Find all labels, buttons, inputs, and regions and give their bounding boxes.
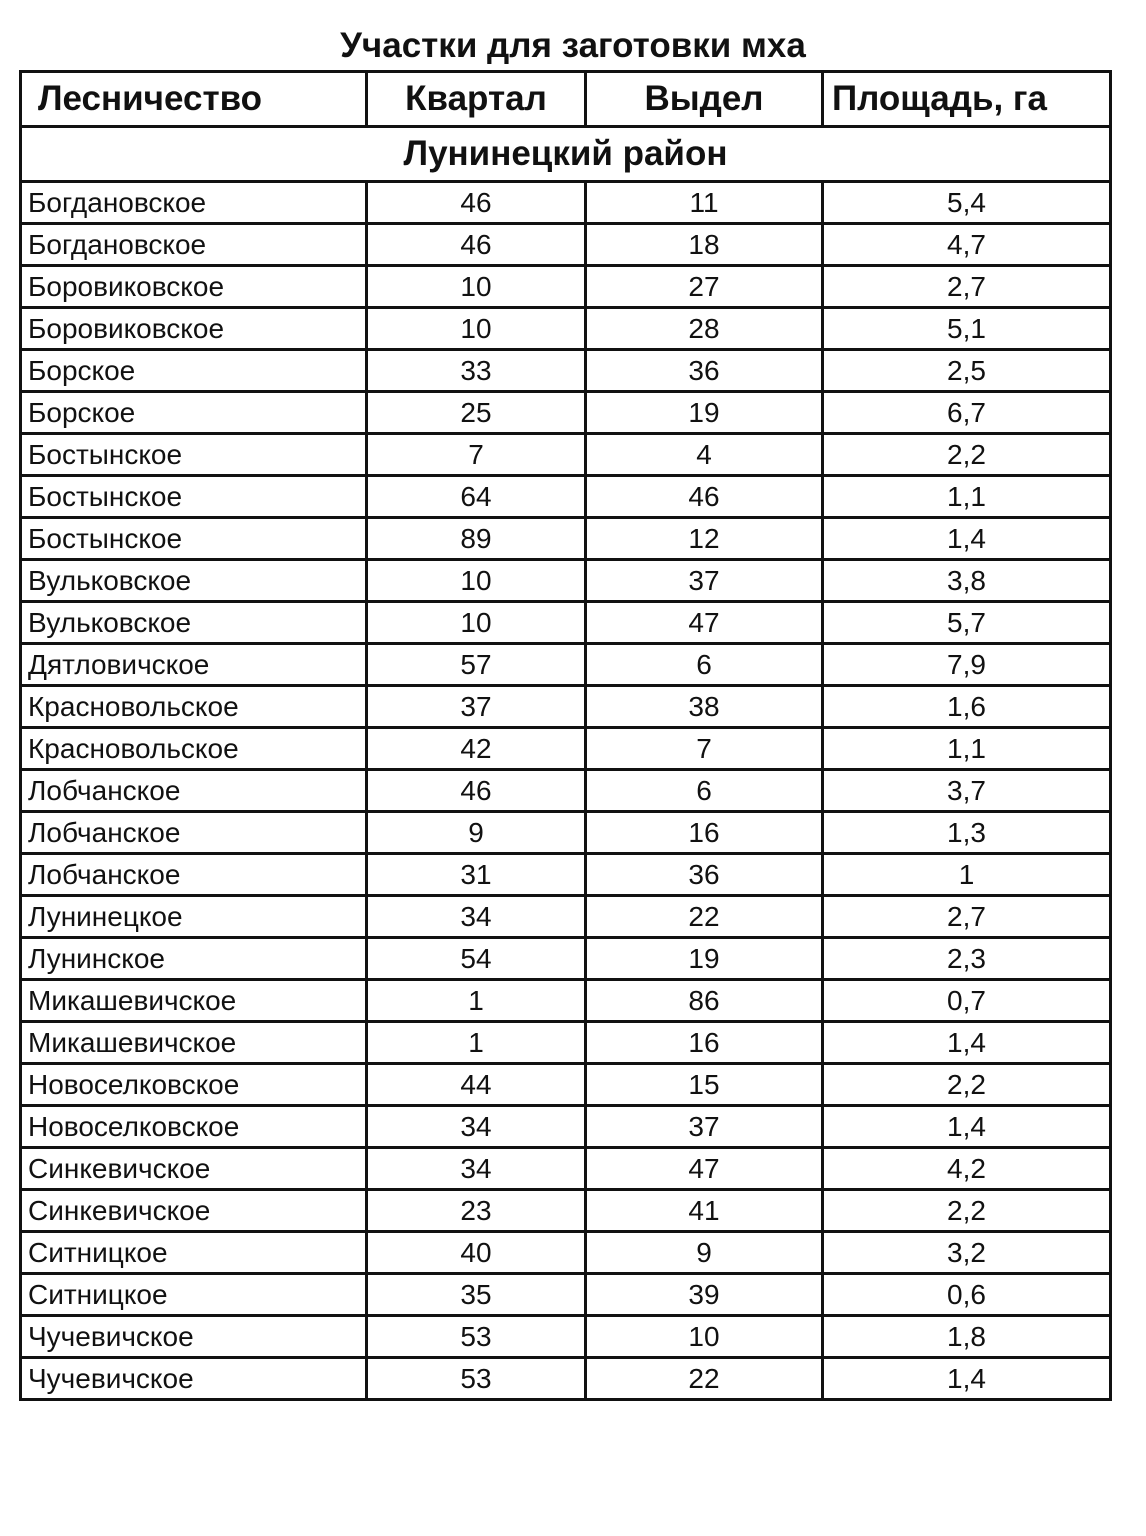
table-row <box>21 350 1111 392</box>
table-row <box>21 602 1111 644</box>
cell-quarter: 64 <box>367 476 586 518</box>
table-row <box>21 224 1111 266</box>
header-area: Площадь, га <box>823 72 1111 127</box>
cell-section: 47 <box>586 602 823 644</box>
cell-forestry: Красновольское <box>21 686 367 728</box>
cell-quarter: 46 <box>367 770 586 812</box>
cell-area: 3,2 <box>823 1232 1111 1274</box>
region-row <box>21 127 1111 182</box>
cell-section: 15 <box>586 1064 823 1106</box>
cell-section: 11 <box>586 182 823 224</box>
table-row <box>21 1022 1111 1064</box>
moss-plots-table <box>19 70 1112 1401</box>
cell-forestry: Богдановское <box>21 224 367 266</box>
cell-quarter: 42 <box>367 728 586 770</box>
cell-forestry: Вульковское <box>21 560 367 602</box>
cell-quarter: 1 <box>367 1022 586 1064</box>
cell-quarter: 10 <box>367 560 586 602</box>
table-row <box>21 644 1111 686</box>
cell-section: 37 <box>586 560 823 602</box>
cell-area: 2,2 <box>823 1190 1111 1232</box>
cell-quarter: 25 <box>367 392 586 434</box>
cell-area: 2,5 <box>823 350 1111 392</box>
cell-quarter: 35 <box>367 1274 586 1316</box>
cell-section: 9 <box>586 1232 823 1274</box>
cell-section: 10 <box>586 1316 823 1358</box>
cell-quarter: 10 <box>367 602 586 644</box>
table-row <box>21 980 1111 1022</box>
cell-quarter: 57 <box>367 644 586 686</box>
table-row <box>21 938 1111 980</box>
cell-section: 86 <box>586 980 823 1022</box>
cell-forestry: Борское <box>21 350 367 392</box>
cell-quarter: 33 <box>367 350 586 392</box>
cell-area: 0,7 <box>823 980 1111 1022</box>
table-row <box>21 266 1111 308</box>
cell-quarter: 1 <box>367 980 586 1022</box>
cell-area: 7,9 <box>823 644 1111 686</box>
cell-area: 5,7 <box>823 602 1111 644</box>
cell-section: 46 <box>586 476 823 518</box>
cell-quarter: 31 <box>367 854 586 896</box>
cell-forestry: Лунинское <box>21 938 367 980</box>
cell-section: 19 <box>586 938 823 980</box>
cell-area: 5,4 <box>823 182 1111 224</box>
cell-section: 27 <box>586 266 823 308</box>
cell-quarter: 10 <box>367 266 586 308</box>
cell-area: 1,4 <box>823 1022 1111 1064</box>
table-row <box>21 308 1111 350</box>
cell-section: 41 <box>586 1190 823 1232</box>
cell-quarter: 46 <box>367 224 586 266</box>
table-row <box>21 434 1111 476</box>
cell-forestry: Синкевичское <box>21 1148 367 1190</box>
table-row <box>21 1148 1111 1190</box>
cell-area: 4,7 <box>823 224 1111 266</box>
cell-section: 22 <box>586 1358 823 1400</box>
table-row <box>21 1316 1111 1358</box>
cell-area: 4,2 <box>823 1148 1111 1190</box>
cell-quarter: 53 <box>367 1358 586 1400</box>
cell-area: 0,6 <box>823 1274 1111 1316</box>
cell-section: 18 <box>586 224 823 266</box>
cell-forestry: Чучевичское <box>21 1316 367 1358</box>
cell-forestry: Микашевичское <box>21 1022 367 1064</box>
header-row <box>21 72 1111 127</box>
cell-forestry: Новоселковское <box>21 1106 367 1148</box>
cell-quarter: 37 <box>367 686 586 728</box>
cell-forestry: Ситницкое <box>21 1274 367 1316</box>
cell-forestry: Дятловичское <box>21 644 367 686</box>
cell-area: 1,1 <box>823 728 1111 770</box>
table-body <box>21 127 1111 1400</box>
cell-section: 28 <box>586 308 823 350</box>
cell-area: 1,4 <box>823 1106 1111 1148</box>
cell-forestry: Бостынское <box>21 518 367 560</box>
table-row <box>21 1358 1111 1400</box>
cell-quarter: 46 <box>367 182 586 224</box>
cell-area: 2,7 <box>823 896 1111 938</box>
cell-area: 1,4 <box>823 518 1111 560</box>
cell-forestry: Лобчанское <box>21 854 367 896</box>
cell-area: 1,6 <box>823 686 1111 728</box>
cell-quarter: 7 <box>367 434 586 476</box>
cell-section: 39 <box>586 1274 823 1316</box>
header-section: Выдел <box>586 72 823 127</box>
cell-area: 2,2 <box>823 434 1111 476</box>
cell-quarter: 54 <box>367 938 586 980</box>
cell-forestry: Новоселковское <box>21 1064 367 1106</box>
cell-forestry: Лобчанское <box>21 770 367 812</box>
cell-section: 6 <box>586 770 823 812</box>
region-label: Лунинецкий район <box>21 127 1111 182</box>
cell-forestry: Лунинецкое <box>21 896 367 938</box>
cell-quarter: 44 <box>367 1064 586 1106</box>
table-row <box>21 1274 1111 1316</box>
cell-quarter: 40 <box>367 1232 586 1274</box>
cell-area: 1,8 <box>823 1316 1111 1358</box>
table-row <box>21 1064 1111 1106</box>
cell-forestry: Красновольское <box>21 728 367 770</box>
cell-area: 1 <box>823 854 1111 896</box>
table-row <box>21 560 1111 602</box>
cell-section: 36 <box>586 854 823 896</box>
cell-forestry: Чучевичское <box>21 1358 367 1400</box>
cell-forestry: Борское <box>21 392 367 434</box>
cell-forestry: Микашевичское <box>21 980 367 1022</box>
table-row <box>21 392 1111 434</box>
table-row <box>21 1106 1111 1148</box>
cell-section: 12 <box>586 518 823 560</box>
cell-quarter: 34 <box>367 1148 586 1190</box>
cell-quarter: 9 <box>367 812 586 854</box>
cell-section: 6 <box>586 644 823 686</box>
table-row <box>21 518 1111 560</box>
table-row <box>21 728 1111 770</box>
cell-section: 16 <box>586 1022 823 1064</box>
cell-section: 16 <box>586 812 823 854</box>
page-title: Участки для заготовки мха <box>340 26 806 65</box>
cell-quarter: 89 <box>367 518 586 560</box>
table-row <box>21 476 1111 518</box>
cell-area: 1,4 <box>823 1358 1111 1400</box>
cell-area: 1,1 <box>823 476 1111 518</box>
header-quarter: Квартал <box>367 72 586 127</box>
cell-area: 2,7 <box>823 266 1111 308</box>
cell-section: 7 <box>586 728 823 770</box>
cell-section: 47 <box>586 1148 823 1190</box>
cell-section: 19 <box>586 392 823 434</box>
cell-area: 2,3 <box>823 938 1111 980</box>
cell-section: 22 <box>586 896 823 938</box>
cell-area: 2,2 <box>823 1064 1111 1106</box>
table-row <box>21 182 1111 224</box>
table-row <box>21 896 1111 938</box>
table-row <box>21 854 1111 896</box>
cell-area: 3,7 <box>823 770 1111 812</box>
cell-forestry: Вульковское <box>21 602 367 644</box>
cell-forestry: Бостынское <box>21 434 367 476</box>
cell-section: 37 <box>586 1106 823 1148</box>
cell-quarter: 23 <box>367 1190 586 1232</box>
cell-forestry: Ситницкое <box>21 1232 367 1274</box>
cell-forestry: Богдановское <box>21 182 367 224</box>
table-row <box>21 1190 1111 1232</box>
table-row <box>21 1232 1111 1274</box>
cell-section: 36 <box>586 350 823 392</box>
table-row <box>21 770 1111 812</box>
cell-area: 1,3 <box>823 812 1111 854</box>
cell-section: 4 <box>586 434 823 476</box>
header-forestry: Лесничество <box>21 72 367 127</box>
cell-area: 6,7 <box>823 392 1111 434</box>
cell-forestry: Боровиковское <box>21 308 367 350</box>
cell-forestry: Бостынское <box>21 476 367 518</box>
table-row <box>21 812 1111 854</box>
cell-forestry: Лобчанское <box>21 812 367 854</box>
cell-area: 5,1 <box>823 308 1111 350</box>
cell-forestry: Боровиковское <box>21 266 367 308</box>
table-row <box>21 686 1111 728</box>
cell-section: 38 <box>586 686 823 728</box>
cell-quarter: 34 <box>367 896 586 938</box>
cell-quarter: 53 <box>367 1316 586 1358</box>
cell-quarter: 10 <box>367 308 586 350</box>
cell-forestry: Синкевичское <box>21 1190 367 1232</box>
cell-area: 3,8 <box>823 560 1111 602</box>
cell-quarter: 34 <box>367 1106 586 1148</box>
